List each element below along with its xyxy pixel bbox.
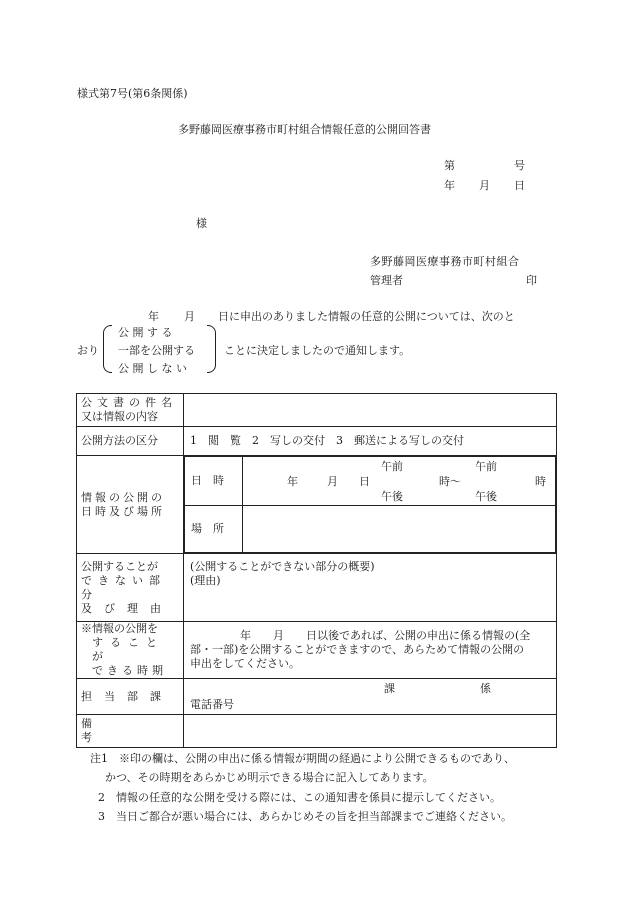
row-department [77,679,557,715]
doc-number-prefix: 第 [444,159,455,172]
label-line: することが [92,636,164,663]
nondisclosed-summary-label: (公開することができない部分の概要) [190,560,375,573]
option-nondisclose: 公 開 し な い [118,362,187,375]
label-line: ※情報の公開を [81,622,158,635]
time-text-line: 申出をしてください。 [190,657,300,670]
sub-label-datetime: 日 時 [185,457,243,506]
label-line: 情報の公開の [81,490,165,504]
brace-right [207,325,216,373]
value-nondisclosed-part[interactable] [184,554,557,622]
body-line2-prefix: おり [77,344,99,357]
dt-month: 月 [327,475,338,488]
body-month: 月 [184,310,195,323]
issuer-title: 管理者 [370,274,403,287]
label-line: 備考 [81,717,160,744]
label-disclosure-method: 公開方法の区分 [77,427,184,456]
row-disclosable-time [77,622,557,679]
body-year: 年 [148,310,159,323]
issuer-organization: 多野藤岡医療事務市町村組合 [370,255,520,268]
label-line: できる時期 [92,664,167,677]
note-1-cont: かつ、その時期をあらかじめ明示できる場合に記入してあります。 [105,771,434,784]
label-disclosable-time [77,622,184,679]
date-day: 日 [514,179,525,192]
pm-from: 午後 [381,490,403,503]
option-partial: 一部を公開する [118,344,195,357]
label-datetime-place [77,456,184,554]
body-line1: 日に申出のありました情報の任意的公開については、次のと [218,310,515,323]
option-disclose: 公 開 す る [118,326,173,339]
note-1: 注1 ※印の欄は、公開の申出に係る情報が期間の経過により公開できるものであり、 [90,752,515,765]
department-ka: 課 [384,682,395,695]
value-disclosure-method: 1 閲 覧 2 写しの交付 3 郵送による写しの交付 [184,427,557,456]
date-month: 月 [479,179,490,192]
seal-mark: 印 [526,274,537,287]
row-remarks [77,715,557,748]
label-document-subject [77,394,184,427]
label-line: できない部分 [81,573,166,601]
label-line: 及び理由 [81,601,173,615]
value-document-subject[interactable] [184,394,557,427]
dt-hour-from: 時〜 [439,475,461,488]
row-nondisclosed-part [77,554,557,622]
body-line2-suffix: ことに決定しましたので通知します。 [224,344,411,357]
note-3: 3 当日ご都合が悪い場合には、あらかじめその旨を担当部課までご連絡ください。 [98,810,512,823]
addressee-suffix: 様 [196,217,207,230]
date-year: 年 [444,179,455,192]
value-datetime[interactable] [243,457,556,506]
value-department[interactable] [184,679,557,715]
value-remarks[interactable] [184,715,557,748]
department-kakari: 係 [480,682,491,695]
row-datetime-place [77,456,557,554]
dt-hour-to: 時 [535,475,546,488]
row-document-subject [77,394,557,427]
dt-day: 日 [359,475,370,488]
label-department [77,679,184,715]
sub-label-place: 場 所 [185,506,243,553]
form-number: 様式第7号(第6条関係) [77,87,188,100]
am-to: 午前 [475,460,497,473]
label-line: 公文書の件名 [81,396,177,409]
brace-left [103,325,112,373]
label-remarks [77,715,184,748]
label-line: 又は情報の内容 [81,410,158,423]
am-from: 午前 [381,460,403,473]
phone-number-label: 電話番号 [190,698,234,711]
response-table [76,393,557,748]
note-2: 2 情報の任意的な公開を受ける際には、この通知書を係員に提示してください。 [98,791,501,804]
label-nondisclosed-part [77,554,184,622]
datetime-place-inner [184,456,556,553]
datetime-place-cell [184,456,557,554]
label-line: 日時及び場所 [81,504,165,518]
dt-year: 年 [287,475,298,488]
time-text-line: 年 月 日以後であれば、公開の申出に係る情報の(全 [240,629,531,642]
value-place[interactable] [243,506,556,553]
time-text-line: 部・一部)を公開することができますので、あらためて情報の公開の [190,643,525,656]
row-disclosure-method [77,427,557,456]
value-disclosable-time [184,622,557,679]
pm-to: 午後 [475,490,497,503]
doc-number-suffix: 号 [514,159,525,172]
document-title: 多野藤岡医療事務市町村組合情報任意的公開回答書 [178,123,431,136]
label-line: 公開することが [81,559,158,573]
reason-label: (理由) [190,574,221,587]
label-line: 担当部課 [81,689,173,703]
